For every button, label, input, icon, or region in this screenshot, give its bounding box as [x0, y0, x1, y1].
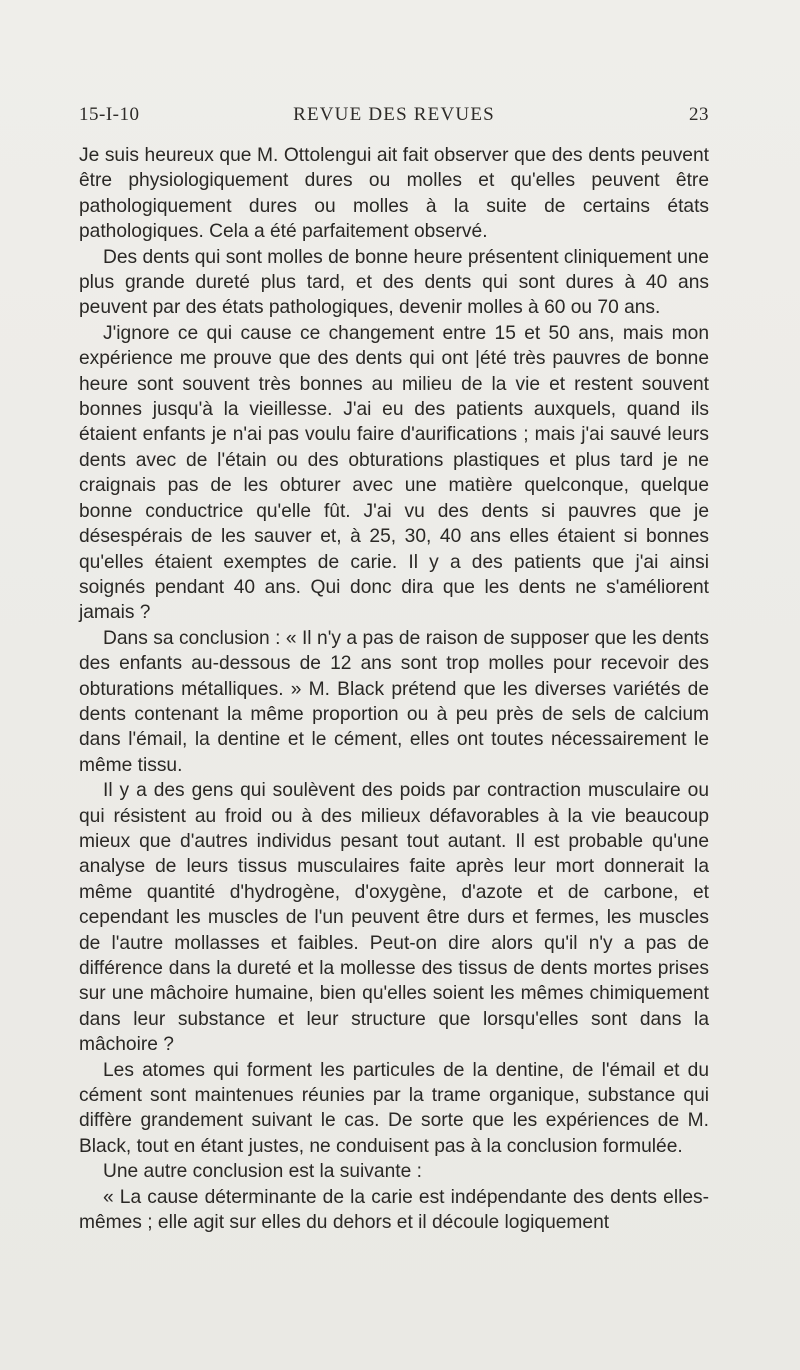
- paragraph: J'ignore ce qui cause ce changement entre 15 et 50 ans, mais mon expérience me prouve que des dents qui ont |été très pauvres de bonne heure sont souvent très bonnes au milieu de la vie et restent souvent bonnes jusqu'à la vieillesse. J'ai eu des patients auxquels, quand ils étaient enfants je n'ai pas voulu faire d'aurifications ; mais j'ai sauvé leurs dents avec de l'étain ou des obturations plastiques et plus tard je ne craignais pas de les obturer avec une matière quelconque, quelque bonne conductrice qu'elle fût. J'ai vu des dents si pauvres que je désespérais de les sauver et, à 25, 30, 40 ans elles étaient si bonnes qu'elles étaient exemptes de carie. Il y a des patients que j'ai ainsi soignés pendant 40 ans. Qui donc dira que les dents ne s'améliorent jamais ?: [79, 322, 709, 624]
- paragraph: Des dents qui sont molles de bonne heure présentent cliniquement une plus grande dureté plus tard, et des dents qui sont dures à 40 ans peuvent par des états pathologiques, devenir molles à 60 ou 70 ans.: [79, 246, 709, 319]
- paragraph: Il y a des gens qui soulèvent des poids par contraction musculaire ou qui résistent au froid ou à des milieux défavorables à la vie beaucoup mieux que d'autres individus pesant tout autant. Il est probable qu'une analyse de leurs tissus musculaires faite après leur mort donnerait la même quantité d'hydrogène, d'oxygène, d'azote et de carbone, et cependant les muscles de l'un peuvent être durs et fermes, les muscles de l'autre mollasses et faibles. Peut-on dire alors qu'il n'y a pas de différence dans la dureté et la mollesse des tissus de dents mortes prises sur une mâchoire humaine, bien qu'elles soient les mêmes chimiquement dans leur substance et leur structure que lorsqu'elles sont dans la mâchoire ?: [79, 780, 709, 1056]
- paragraph: Une autre conclusion est la suivante :: [103, 1161, 422, 1183]
- paragraph: Dans sa conclusion : « Il n'y a pas de raison de supposer que les dents des enfants au-dessous de 12 ans sont trop molles pour recevoir des obturations métalliques. » M. Black prétend que les diverses variétés de dents contenant la même proportion ou à peu près de sels de calcium dans l'émail, la dentine et le cément, elles ont toutes nécessairement le même tissu.: [79, 627, 709, 776]
- issue-date: 15-I-10: [79, 104, 140, 125]
- journal-section-title: REVUE DES REVUES: [293, 104, 495, 125]
- paragraph: Les atomes qui forment les particules de la dentine, de l'émail et du cément sont maintenues réunies par la trame organique, substance qui diffère grandement suivant le cas. De sorte que les expériences de M. Black, tout en étant justes, ne conduisent pas à la conclusion formulée.: [79, 1059, 709, 1157]
- paragraph: « La cause déterminante de la carie est indépendante des dents elles-mêmes ; elle agit sur elles du dehors et il découle logiquement: [79, 1186, 709, 1234]
- running-header: [79, 104, 709, 134]
- body-text: [79, 143, 709, 1235]
- page-number: 23: [689, 104, 709, 125]
- paragraph: Je suis heureux que M. Ottolengui ait fait observer que des dents peuvent être physiologiquement dures ou molles et qu'elles peuvent être pathologiquement dures ou molles à la suite de certains états pathologiques. Cela a été parfaitement observé.: [79, 145, 709, 243]
